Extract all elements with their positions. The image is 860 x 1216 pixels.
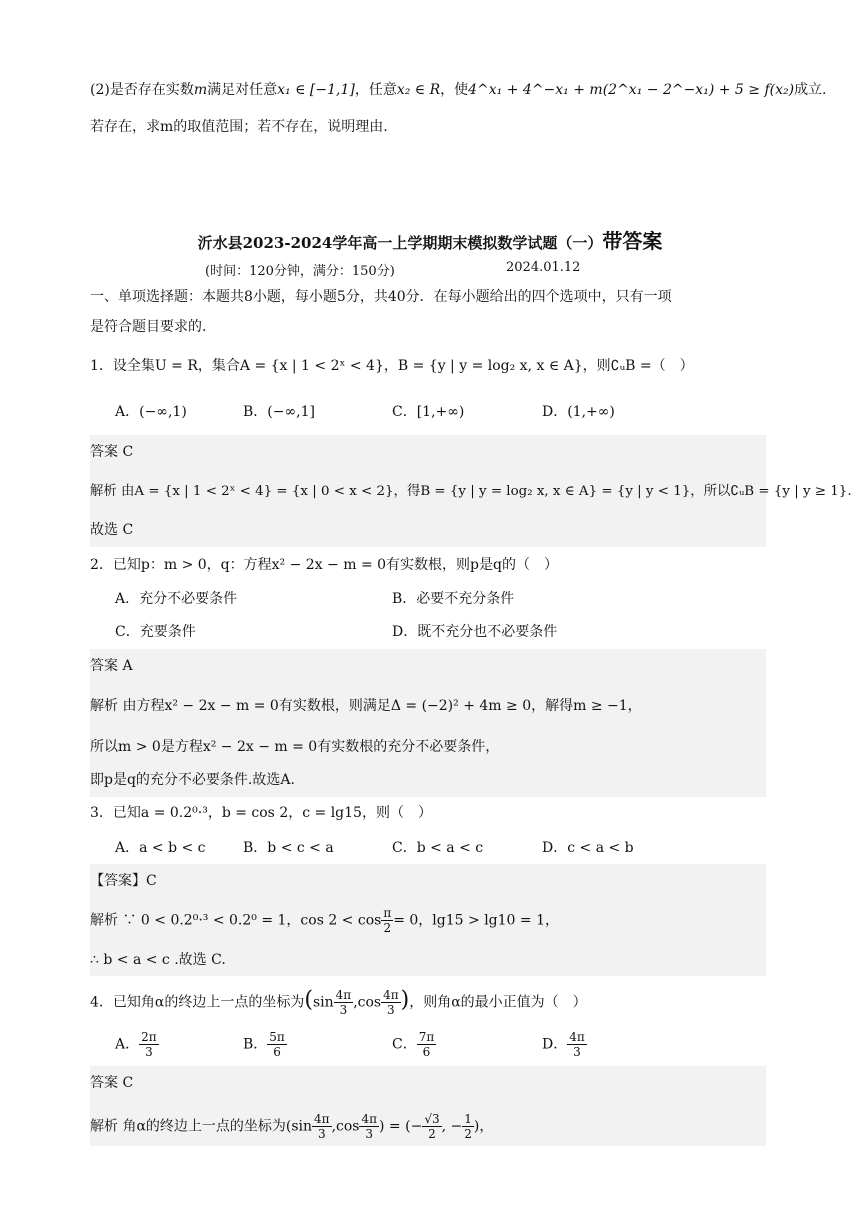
numerator: 4π	[569, 1030, 585, 1044]
q2-analysis-3: 即p是q的充分不必要条件.故选A.	[90, 772, 295, 788]
text: ，任意	[354, 82, 397, 98]
text: 满足对任意	[207, 82, 278, 98]
x2-domain: x₂ ∈ R	[396, 82, 441, 98]
denominator: 3	[387, 1003, 395, 1017]
prev-question-line1	[90, 80, 827, 100]
paren: )	[400, 987, 410, 1013]
text: (2)是否存在实数	[90, 82, 194, 98]
paren: (sin	[285, 1118, 313, 1135]
q2-option-b: B．必要不充分条件	[392, 591, 515, 607]
q3-conclusion: ∴ b < a < c .故选 C.	[90, 952, 226, 968]
label: B．	[243, 1036, 268, 1053]
section-heading: 一、单项选择题：本题共8小题，每小题5分，共40分．在每小题给出的四个选项中，只有一项	[90, 289, 672, 305]
inequality: 4^x₁ + 4^−x₁ + m(2^x₁ − 2^−x₁) + 5 ≥ f(x₂)	[468, 82, 795, 98]
frac-4pi-3	[312, 1112, 332, 1141]
label: D．	[542, 1036, 568, 1053]
denominator: 2	[383, 921, 392, 935]
q2-analysis-1: 解析 由方程x² − 2x − m = 0有实数根，则满足Δ = (−2)² + 4m ≥ 0，解得m ≥ −1，	[90, 698, 642, 714]
paren: )	[473, 1118, 480, 1135]
denominator: 3	[145, 1045, 153, 1059]
q4-analysis	[90, 1112, 493, 1141]
numerator: 2π	[141, 1030, 157, 1044]
frac	[139, 1030, 159, 1059]
comma: , −	[441, 1118, 463, 1135]
q3-answer: 【答案】C	[90, 873, 157, 889]
label: A．	[115, 1036, 140, 1053]
pi-over-2	[381, 906, 393, 935]
q2-answer: 答案 A	[90, 658, 133, 674]
q4-option-a	[115, 1030, 159, 1059]
denominator: 6	[422, 1045, 431, 1059]
paren: (	[304, 987, 313, 1013]
numerator: 5π	[269, 1030, 285, 1044]
cos-label: ,cos	[353, 994, 382, 1011]
q4-stem	[90, 988, 587, 1017]
q2-analysis-2: 所以m > 0是方程x² − 2x − m = 0有实数根的充分不必要条件，	[90, 739, 500, 755]
denominator: 3	[365, 1127, 374, 1141]
frac-4pi-3	[381, 988, 401, 1017]
exam-date: 2024.01.12	[506, 260, 581, 275]
q3-option-d: D．c < a < b	[542, 840, 634, 856]
q2-stem: 2．已知p：m > 0，q：方程x² − 2x − m = 0有实数根，则p是q的（ ）	[90, 557, 558, 573]
denominator: 6	[273, 1045, 281, 1059]
denominator: 2	[464, 1127, 472, 1141]
title-text: 沂水县2023-2024学年高一上学期期末模拟数学试题（一）	[197, 234, 603, 252]
numerator: 4π	[314, 1112, 330, 1126]
q4-option-b	[243, 1030, 287, 1059]
q1-stem: 1．设全集U = R，集合A = {x | 1 < 2ˣ < 4}，B = {y | y = log₂ x, x ∈ A}，则∁ᵤB =（ ）	[90, 358, 694, 374]
denominator: 3	[317, 1127, 326, 1141]
q4-answer: 答案 C	[90, 1075, 134, 1091]
q3-analysis	[90, 906, 559, 935]
text: 解析 角α的终边上一点的坐标为	[90, 1118, 286, 1135]
title-suffix: 带答案	[602, 229, 663, 253]
cos-label: ,cos	[331, 1118, 360, 1135]
q1-answer: 答案 C	[90, 444, 134, 460]
x1-range: x₁ ∈ [−1,1]	[277, 82, 355, 98]
frac	[267, 1030, 287, 1059]
numerator: 4π	[361, 1112, 378, 1126]
numerator: 1	[464, 1112, 472, 1126]
eq: ) = (−	[379, 1118, 423, 1135]
q2-option-d: D．既不充分也不必要条件	[392, 624, 558, 640]
sin-label: sin	[312, 994, 334, 1011]
q3-option-a: A．a < b < c	[115, 840, 206, 856]
section-heading-cont: 是符合题目要求的.	[90, 319, 207, 335]
denominator: 3	[573, 1045, 581, 1059]
q2-option-c: C．充要条件	[115, 624, 196, 640]
exam-meta: (时间：120分钟，满分：150分)	[205, 264, 395, 279]
numerator: 7π	[418, 1030, 435, 1044]
q4-option-c	[392, 1030, 436, 1059]
q1-option-d: D．(1,+∞)	[542, 404, 615, 420]
q1-option-c: C．[1,+∞)	[392, 404, 465, 420]
text: 4．已知角α的终边上一点的坐标为	[90, 994, 305, 1011]
frac	[567, 1030, 587, 1059]
frac-4pi-3	[359, 1112, 379, 1141]
frac-4pi-3	[334, 988, 354, 1017]
q1-conclusion: 故选 C	[90, 522, 134, 538]
text: 成立.	[794, 82, 827, 98]
q4-option-d	[542, 1030, 587, 1059]
frac-1-2	[462, 1112, 474, 1141]
text: = 0，lg15 > lg10 = 1，	[393, 912, 559, 929]
text: ，使	[440, 82, 469, 98]
denominator: 2	[428, 1127, 436, 1141]
q2-option-a: A．充分不必要条件	[115, 591, 238, 607]
frac-sqrt3-2	[422, 1112, 441, 1141]
document-title	[0, 225, 860, 254]
numerator: 4π	[383, 988, 399, 1002]
q1-analysis: 解析 由A = {x | 1 < 2ˣ < 4} = {x | 0 < x < 2}，得B = {y | y = log₂ x, x ∈ A} = {y | y < 1}，所以∁ᵤB = {y | y ≥ 1}.	[90, 484, 852, 499]
numerator: √3	[424, 1112, 440, 1126]
denominator: 3	[339, 1003, 348, 1017]
q3-option-b: B．b < c < a	[243, 840, 334, 856]
q3-stem: 3．已知a = 0.2⁰·³，b = cos 2，c = lg15，则（ ）	[90, 805, 432, 821]
q3-option-c: C．b < a < c	[392, 840, 484, 856]
prev-question-line2: 若存在，求m的取值范围；若不存在，说明理由.	[90, 119, 388, 135]
q1-option-b: B．(−∞,1]	[243, 404, 315, 420]
frac	[417, 1030, 437, 1059]
numerator: 4π	[335, 988, 352, 1002]
var-m: m	[193, 82, 208, 98]
numerator: π	[383, 906, 392, 920]
text: 解析 ∵ 0 < 0.2⁰·³ < 0.2⁰ = 1，cos 2 < cos	[90, 912, 382, 929]
text: ，则角α的最小正值为（ ）	[409, 994, 587, 1011]
q1-option-a: A．(−∞,1)	[115, 404, 187, 420]
label: C．	[392, 1036, 417, 1053]
text: ，	[479, 1118, 494, 1135]
